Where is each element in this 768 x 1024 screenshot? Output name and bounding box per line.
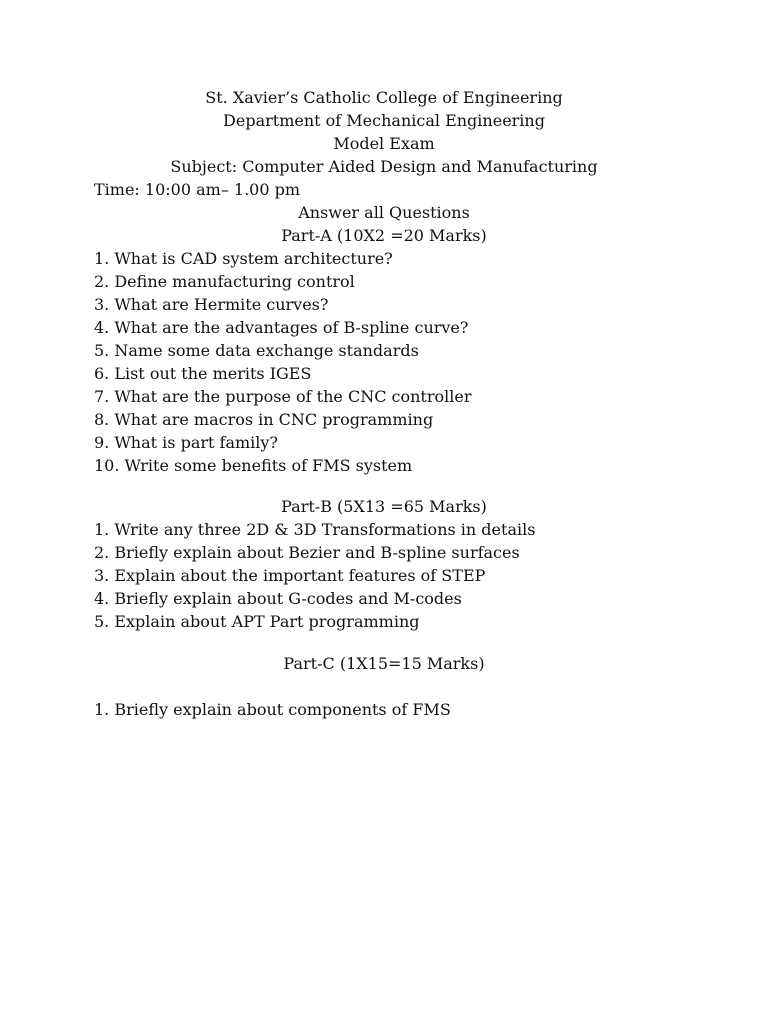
- college-name: St. Xavier’s Catholic College of Engineering: [205, 88, 563, 107]
- part-b-question: 2. Briefly explain about Bezier and B-spline surfaces: [94, 543, 520, 562]
- part-b-question: 3. Explain about the important features of STEP: [94, 566, 486, 585]
- part-b-question: 1. Write any three 2D & 3D Transformations in details: [94, 520, 536, 539]
- exam-title: Model Exam: [333, 134, 435, 153]
- part-a-question: 5. Name some data exchange standards: [94, 341, 419, 360]
- part-c-question: 1. Briefly explain about components of FMS: [94, 700, 451, 719]
- part-a-question: 3. What are Hermite curves?: [94, 295, 329, 314]
- part-a-question: 4. What are the advantages of B-spline curve?: [94, 318, 469, 337]
- part-a-question: 6. List out the merits IGES: [94, 364, 312, 383]
- part-a-question: 1. What is CAD system architecture?: [94, 249, 393, 268]
- subject-line: Subject: Computer Aided Design and Manufacturing: [170, 157, 598, 176]
- instruction-line: Answer all Questions: [298, 203, 470, 222]
- part-b-question: 4. Briefly explain about G-codes and M-codes: [94, 589, 462, 608]
- part-a-question: 7. What are the purpose of the CNC controller: [94, 387, 472, 406]
- part-b-question: 5. Explain about APT Part programming: [94, 612, 420, 631]
- department-name: Department of Mechanical Engineering: [223, 111, 545, 130]
- part-a-question: 8. What are macros in CNC programming: [94, 410, 434, 429]
- part-c-heading: Part-C (1X15=15 Marks): [283, 654, 485, 673]
- part-a-question: 10. Write some benefits of FMS system: [94, 456, 413, 475]
- part-a-question: 9. What is part family?: [94, 433, 278, 452]
- part-a-question: 2. Define manufacturing control: [94, 272, 355, 291]
- part-a-heading: Part-A (10X2 =20 Marks): [281, 226, 487, 245]
- time-line: Time: 10:00 am– 1.00 pm: [94, 180, 301, 199]
- part-b-heading: Part-B (5X13 =65 Marks): [281, 497, 487, 516]
